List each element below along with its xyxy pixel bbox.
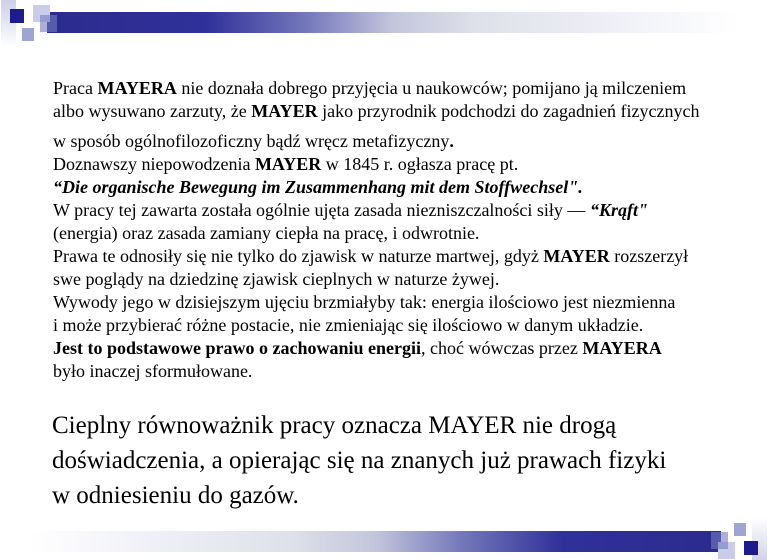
closing-paragraph <box>52 408 666 513</box>
text-line <box>53 176 699 199</box>
text-segment: MAYER <box>254 154 322 174</box>
text-segment: Prawa te odnosiły się nie tylko do zjawisk w naturze martwej, gdyż <box>53 246 544 266</box>
text-line <box>52 478 666 513</box>
text-segment: . <box>449 131 454 151</box>
text-line <box>53 268 699 291</box>
body-paragraph <box>53 77 699 383</box>
text-line <box>53 130 699 153</box>
dark-square-icon <box>10 9 24 23</box>
text-segment: w 1845 r. ogłasza pracę pt. <box>321 154 519 174</box>
text-segment: w sposób ogólnofilozoficzny bądź wręcz metafizyczny <box>53 131 450 151</box>
text-segment: MAYERA <box>582 338 662 358</box>
text-segment: Wywody jego w dzisiejszym ujęciu brzmiałyby tak: energia ilościowo jest niezmienna <box>53 292 676 312</box>
text-line <box>52 408 666 443</box>
header-decoration <box>0 0 768 48</box>
text-segment: w odniesieniu do gazów. <box>52 482 299 509</box>
small-square-icon <box>22 28 34 41</box>
text-segment: rozszerzył <box>609 246 689 266</box>
text-segment: MAYER <box>251 101 318 121</box>
text-line <box>53 291 699 314</box>
text-line <box>52 443 666 478</box>
text-segment: Praca <box>53 78 98 98</box>
text-line <box>53 360 699 383</box>
text-segment: było inaczej sformułowane. <box>53 361 253 381</box>
text-segment: jako przyrodnik podchodzi do zagadnień fizycznych <box>317 101 700 121</box>
text-line <box>53 199 699 222</box>
footer-bar-icon <box>0 531 721 552</box>
text-segment: “Die organische Bewegung im Zusammenhang mit dem Stoffwechsel". <box>53 177 583 197</box>
text-line <box>53 245 699 268</box>
text-segment: Doznawszy niepowodzenia <box>53 154 255 174</box>
text-line <box>53 314 699 337</box>
text-line <box>53 100 699 123</box>
text-segment: “Krąft" <box>589 200 648 220</box>
text-line <box>53 337 699 360</box>
overlap-square-icon <box>40 15 57 32</box>
text-line <box>53 222 699 245</box>
header-bar-icon <box>47 12 768 33</box>
text-segment: W pracy tej zawarta została ogólnie ujęta zasada niezniszczalności siły — <box>53 200 590 220</box>
text-segment: MAYERA <box>97 78 177 98</box>
footer-decoration <box>0 516 768 560</box>
text-segment: MAYER <box>543 246 610 266</box>
text-segment: i może przybierać różne postacie, nie zmieniając się ilościowo w danym układzie. <box>53 315 644 335</box>
text-segment: nie doznała dobrego przyjęcia u naukowców; pomijano ją milczeniem <box>176 78 687 98</box>
gradient-band-icon <box>1 0 16 46</box>
text-segment: Jest to podstawowe prawo o zachowaniu energii <box>53 338 421 358</box>
overlap-square-icon <box>711 532 728 549</box>
text-segment: albo wysuwano zarzuty, że <box>53 101 252 121</box>
small-square-icon <box>734 523 746 536</box>
dark-square-icon <box>744 541 758 555</box>
text-line <box>53 77 699 100</box>
text-segment: doświadczenia, a opierając się na znanych już prawach fizyki <box>52 447 667 474</box>
text-line <box>53 153 699 176</box>
text-segment: swe poglądy na dziedzinę zjawisk cieplnych w naturze żywej. <box>53 269 500 289</box>
text-segment: Cieplny równoważnik pracy oznacza MAYER nie drogą <box>52 412 617 439</box>
text-segment: (energia) oraz zasada zamiany ciepła na pracę, i odwrotnie. <box>53 223 480 243</box>
text-segment: , choć wówczas przez <box>420 338 583 358</box>
